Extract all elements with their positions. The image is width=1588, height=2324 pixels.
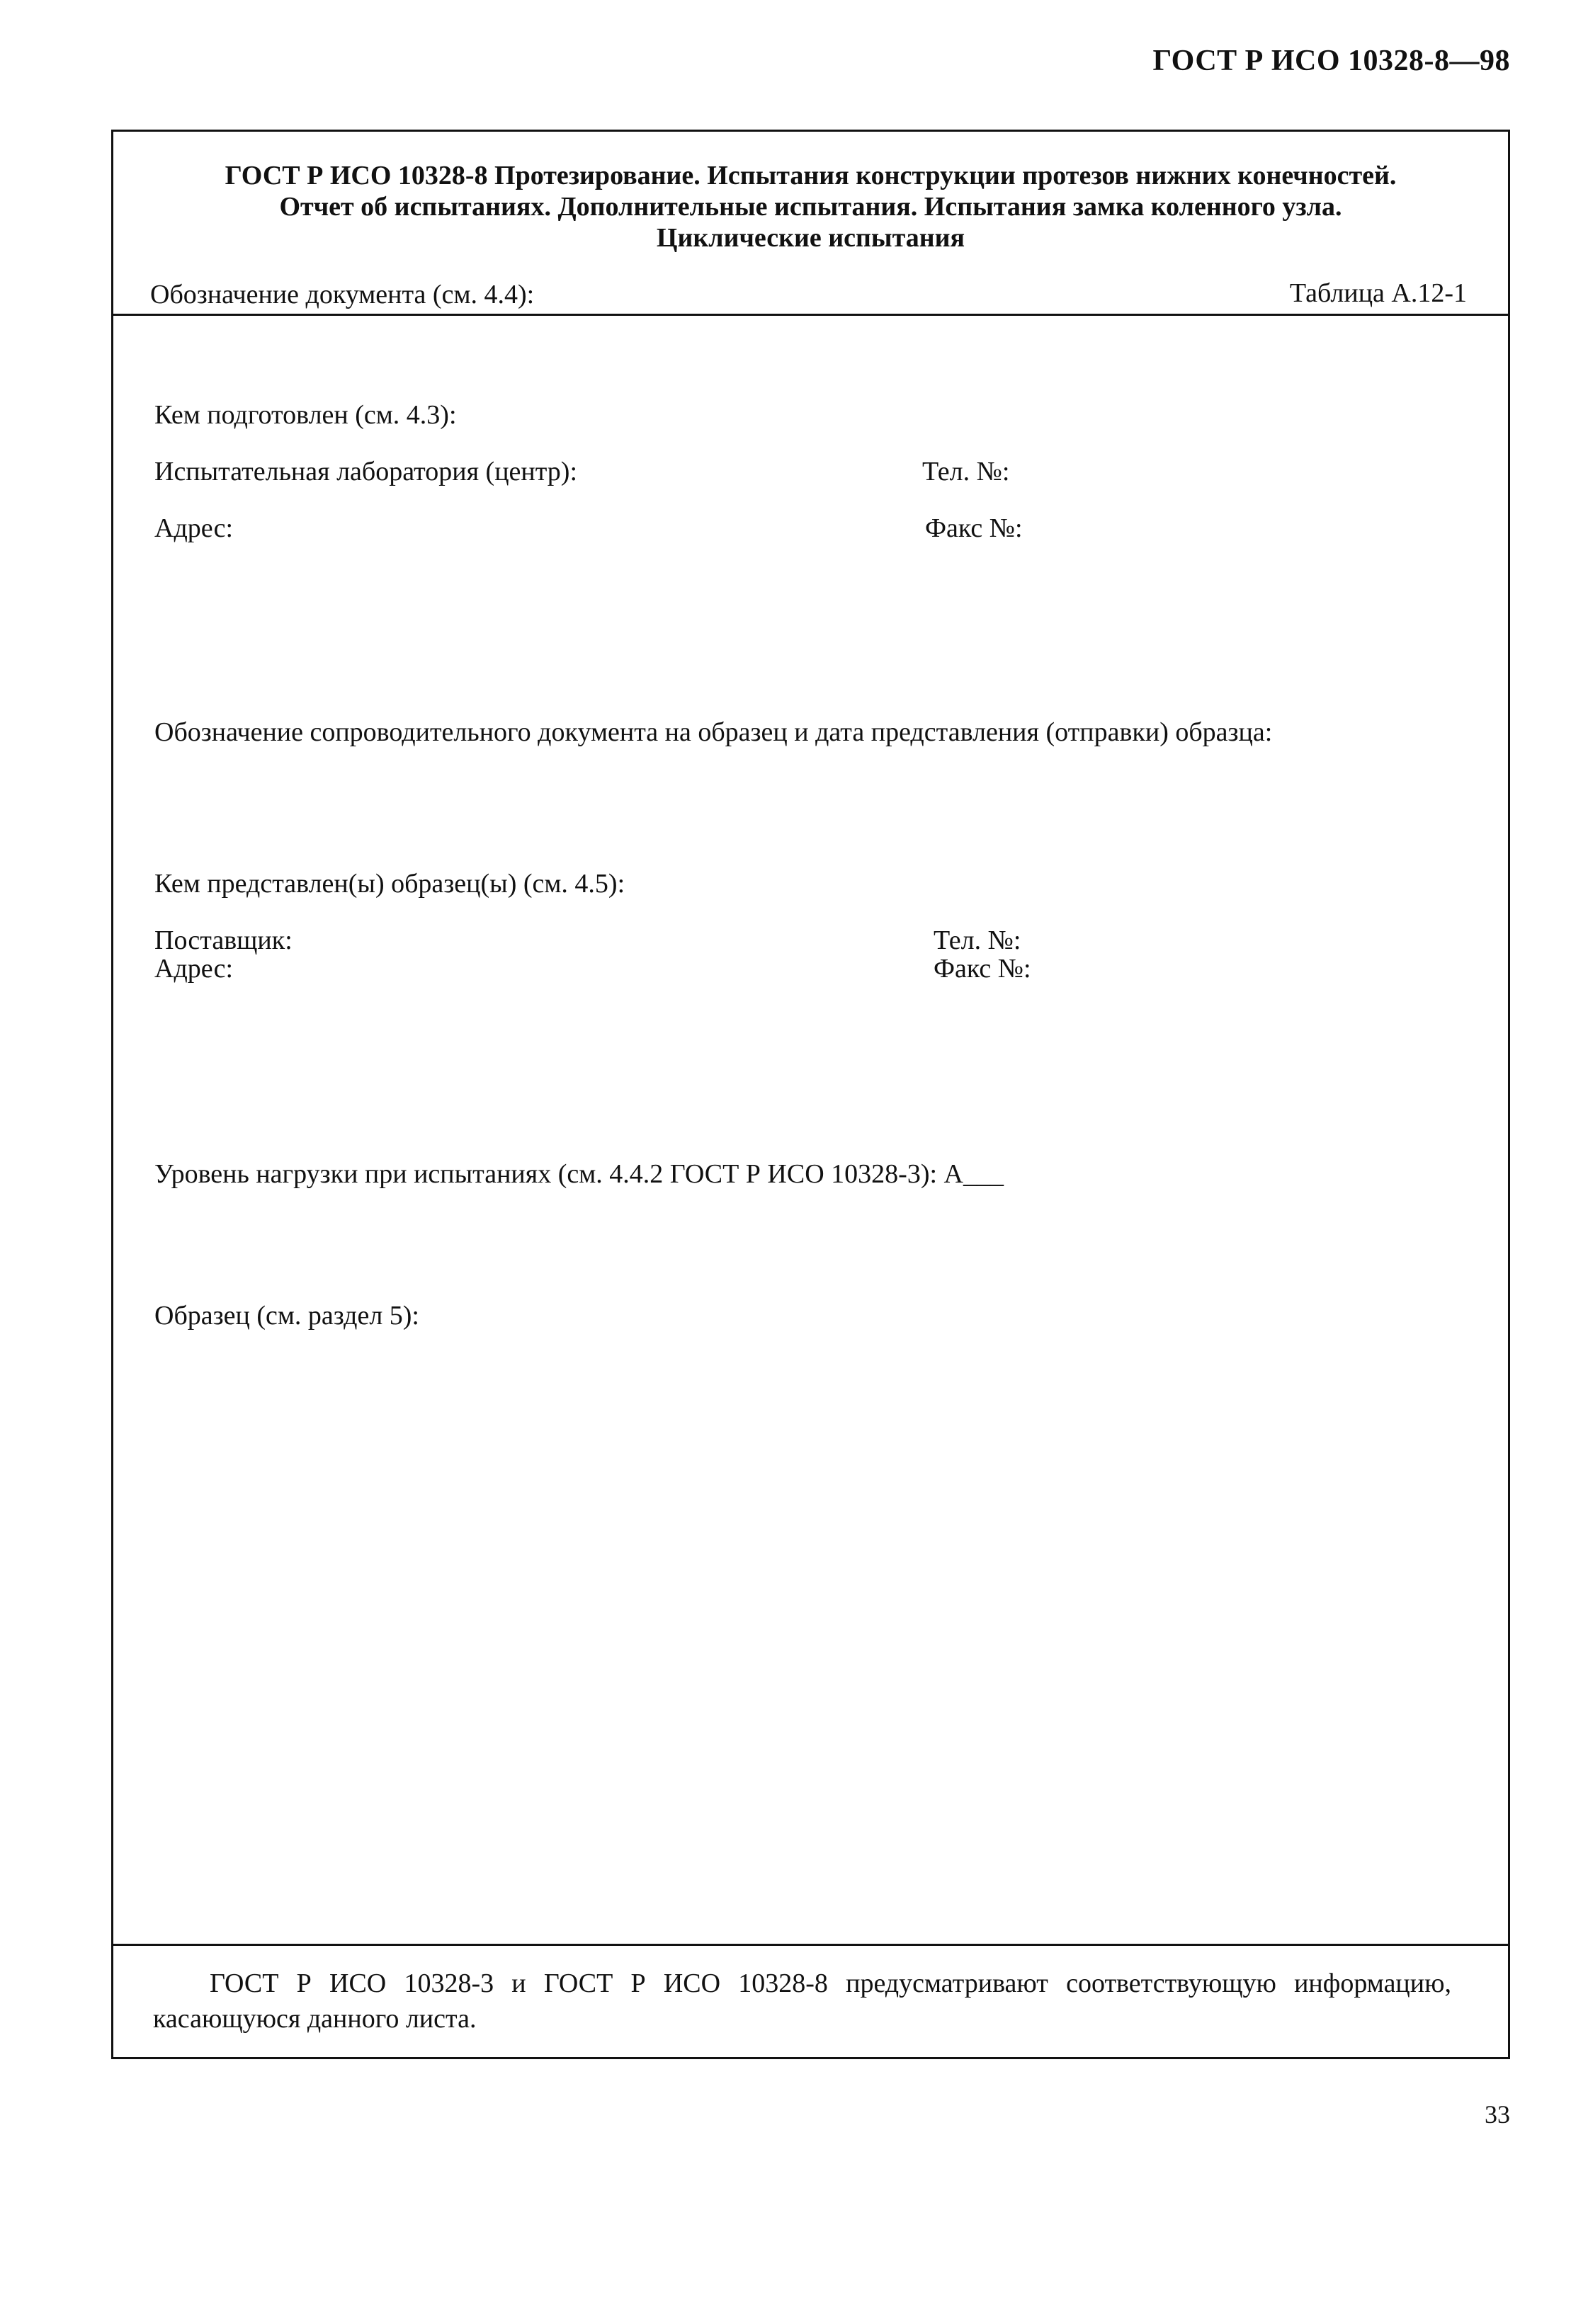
footer-note: ГОСТ Р ИСО 10328-3 и ГОСТ Р ИСО 10328-8 предусматривают соответствующую информацию, касающуюся данного листа. xyxy=(153,1969,1451,2034)
footer-note-block xyxy=(113,1944,1508,2057)
page-number: 33 xyxy=(1485,2100,1510,2129)
supplier-phone-label: Тел. №: xyxy=(934,925,1021,955)
form-title-line: Циклические испытания xyxy=(656,223,965,253)
lab-phone-label: Тел. №: xyxy=(922,457,1010,486)
form-title-line: ГОСТ Р ИСО 10328-8 Протезирование. Испытания конструкции протезов нижних конечностей. xyxy=(225,161,1397,190)
supplier-address-label: Адрес: xyxy=(154,954,234,984)
report-form xyxy=(111,130,1510,2059)
lab-address-label: Адрес: xyxy=(154,513,234,543)
title-block xyxy=(113,132,1508,316)
lab-fax-label: Факс №: xyxy=(925,513,1023,543)
submitted-by-label: Кем представлен(ы) образец(ы) (см. 4.5): xyxy=(154,869,625,899)
document-designation-label: Обозначение документа (см. 4.4): xyxy=(150,280,535,309)
accompanying-document-label: Обозначение сопроводительного документа на образец и дата представления (отправки) образца: xyxy=(154,717,1273,747)
table-number: Таблица А.12-1 xyxy=(1289,278,1467,308)
supplier-fax-label: Факс №: xyxy=(934,954,1031,984)
test-lab-label: Испытательная лаборатория (центр): xyxy=(154,457,578,486)
form-title-line: Отчет об испытаниях. Дополнительные испытания. Испытания замка коленного узла. xyxy=(279,192,1342,222)
load-level-label: Уровень нагрузки при испытаниях (см. 4.4.2 ГОСТ Р ИСО 10328-3): А___ xyxy=(154,1159,1004,1189)
supplier-label: Поставщик: xyxy=(154,925,293,955)
specimen-label: Образец (см. раздел 5): xyxy=(154,1301,419,1331)
prepared-by-label: Кем подготовлен (см. 4.3): xyxy=(154,400,457,430)
page-header: ГОСТ Р ИСО 10328-8—98 xyxy=(1152,45,1510,77)
form-title xyxy=(156,160,1465,254)
